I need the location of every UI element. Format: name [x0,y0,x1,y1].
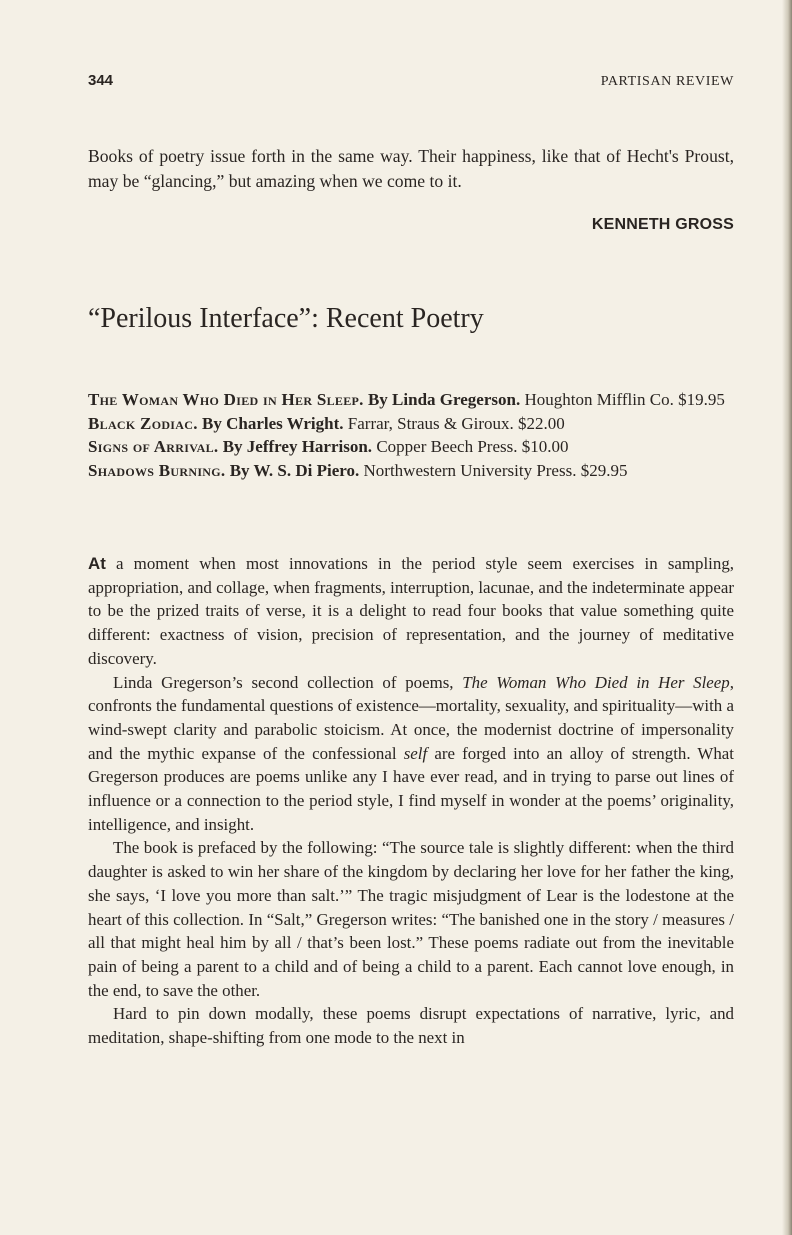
journal-title: PARTISAN REVIEW [600,74,734,89]
body-paragraph: The book is prefaced by the following: “The source tale is slightly different: when the third daughter is asked to win her share of the kingdom by declaring her love for her father the king, she says, ‘I love you more than salt.’” The tragic misjudgment of Lear is the lodestone at the heart of this collection. In “Salt,” Gregerson writes: “The banished one in the story / measures / all that might heal him by all / that’s been lost.” These poems radiate out from the inevitable pain of being a parent to a child and of being a child to a parent. Each cannot love enough, in the end, to save the other. [88,838,734,1000]
book-publisher: Copper Beech Press. $10.00 [376,437,569,457]
emphasis-italic: self [403,743,428,763]
book-entry [88,388,734,412]
essay-body [88,552,734,1050]
book-title: The Woman Who Died in Her Sleep. [88,390,364,409]
book-publisher: Farrar, Straus & Giroux. $22.00 [347,413,565,433]
book-entry [88,412,734,436]
reviewer-byline: KENNETH GROSS [591,216,734,233]
paragraph-text: are forged into an alloy of strength. What Gregerson produces are poems unlike any I have ever read, and in trying to parse out lines of influence or a connection to the period style, I find myself in wonder at the poems’ originality, intelligence, and insight. [88,743,735,834]
book-entry [88,435,734,459]
essay-title: “Perilous Interface”: Recent Poetry [88,303,484,334]
body-paragraph [88,671,734,837]
body-paragraph: Hard to pin down modally, these poems disrupt expectations of narrative, lyric, and meditation, shape-shifting from one mode to the next in [88,1004,734,1048]
body-paragraph [88,552,734,671]
lead-word: At [88,554,106,573]
essay-heading [88,303,734,335]
book-entry [88,459,734,483]
book-author: By Linda Gregerson. [367,390,521,409]
book-author: By W. S. Di Piero. [229,461,360,481]
running-head [88,72,734,98]
paragraph-text: a moment when most innovations in the period style seem exercises in sampling, appropriation, and collage, when fragments, interruption, lacunae, and the indeterminate appear to be the prized traits of verse, it is a delight to read four books that value something quite different: exactness of vision, precision of representation, and the journey of meditative discovery. [88,554,734,668]
book-title: Signs of Arrival. [88,437,219,457]
previous-review-ending [88,144,734,194]
book-title: Black Zodiac. [88,413,198,433]
book-publisher: Northwestern University Press. $29.95 [363,461,628,481]
book-author: By Jeffrey Harrison. [222,437,373,457]
page-edge-shadow [782,0,792,1235]
books-under-review [88,388,734,483]
paragraph-text: Linda Gregerson’s second collection of poems, [113,672,463,692]
page-number: 344 [88,72,114,89]
book-title: Shadows Burning. [88,461,226,481]
book-publisher: Houghton Mifflin Co. $19.95 [524,390,725,409]
closing-paragraph: Books of poetry issue forth in the same way. Their happiness, like that of Hecht's Proust, may be “glancing,” but amazing when we come to it. [88,146,734,191]
paragraph-text: , confronts the fundamental questions of existence—mortality, sexuality, and spirituality—with a wind-swept clarity and parabolic stoicism. At once, the modernist doctrine of impersonality and the mythic expanse of the confessional [88,672,734,763]
book-author: By Charles Wright. [202,413,344,433]
book-title-italic: The Woman Who Died in Her Sleep [462,672,730,692]
